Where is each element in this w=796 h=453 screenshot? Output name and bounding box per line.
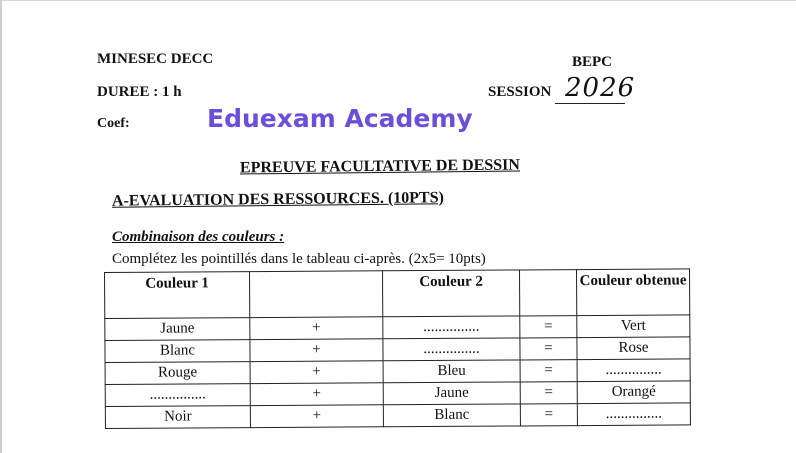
session-underline xyxy=(555,103,625,104)
table-cell: Orangé xyxy=(577,381,690,404)
table-cell: + xyxy=(250,405,383,428)
table-cell: + xyxy=(250,361,383,384)
table-cell: ............... xyxy=(577,403,690,426)
instruction-text: Complétez les pointillés dans le tableau ci-après. (2x5= 10pts) xyxy=(112,251,486,267)
table-cell: = xyxy=(520,338,577,360)
table-cell: Jaune xyxy=(105,318,250,341)
duration-label: DUREE : 1 h xyxy=(97,84,182,100)
page-edge-top xyxy=(0,0,796,1)
table-row xyxy=(105,403,690,429)
table-cell: ............... xyxy=(383,316,520,339)
exam-label: BEPC xyxy=(572,54,613,70)
header-operator-plus xyxy=(250,271,383,318)
table-cell: Noir xyxy=(105,406,250,429)
watermark: Eduexam Academy xyxy=(207,104,473,133)
subheading: Combinaison des couleurs : xyxy=(112,229,285,245)
table-cell: = xyxy=(520,404,577,426)
table-cell: ............... xyxy=(105,384,250,407)
table-header-row xyxy=(105,269,690,319)
header-result-color: Couleur obtenue xyxy=(576,269,689,316)
header-color-2: Couleur 2 xyxy=(382,270,519,317)
header-color-1: Couleur 1 xyxy=(105,272,250,319)
table-cell: Vert xyxy=(577,315,690,338)
coef-label: Coef: xyxy=(97,116,130,131)
table-cell: = xyxy=(520,382,577,404)
table-cell: Bleu xyxy=(383,360,520,383)
table-cell: = xyxy=(520,316,577,338)
exam-title: EPREUVE FACULTATIVE DE DESSIN xyxy=(239,156,520,177)
table-cell: + xyxy=(250,317,383,340)
section-heading: A-EVALUATION DES RESSOURCES. (10PTS) xyxy=(111,189,444,210)
table-cell: Jaune xyxy=(383,382,520,405)
color-combination-table xyxy=(104,268,691,429)
table-cell: = xyxy=(520,360,577,382)
table-cell: Rouge xyxy=(105,362,250,385)
table-cell: + xyxy=(250,383,383,406)
table-cell: + xyxy=(250,339,383,362)
table-cell: Blanc xyxy=(383,404,520,427)
table-cell: ............... xyxy=(383,338,520,361)
session-year: 2026 xyxy=(565,73,636,103)
table-cell: Blanc xyxy=(105,340,250,363)
ministry-label: MINESEC DECC xyxy=(97,51,214,67)
header-operator-equals xyxy=(519,270,576,316)
table-cell: Rose xyxy=(577,337,690,360)
page-edge-left xyxy=(0,0,2,453)
table-cell: ............... xyxy=(577,359,690,382)
session-label: SESSION xyxy=(488,84,552,100)
